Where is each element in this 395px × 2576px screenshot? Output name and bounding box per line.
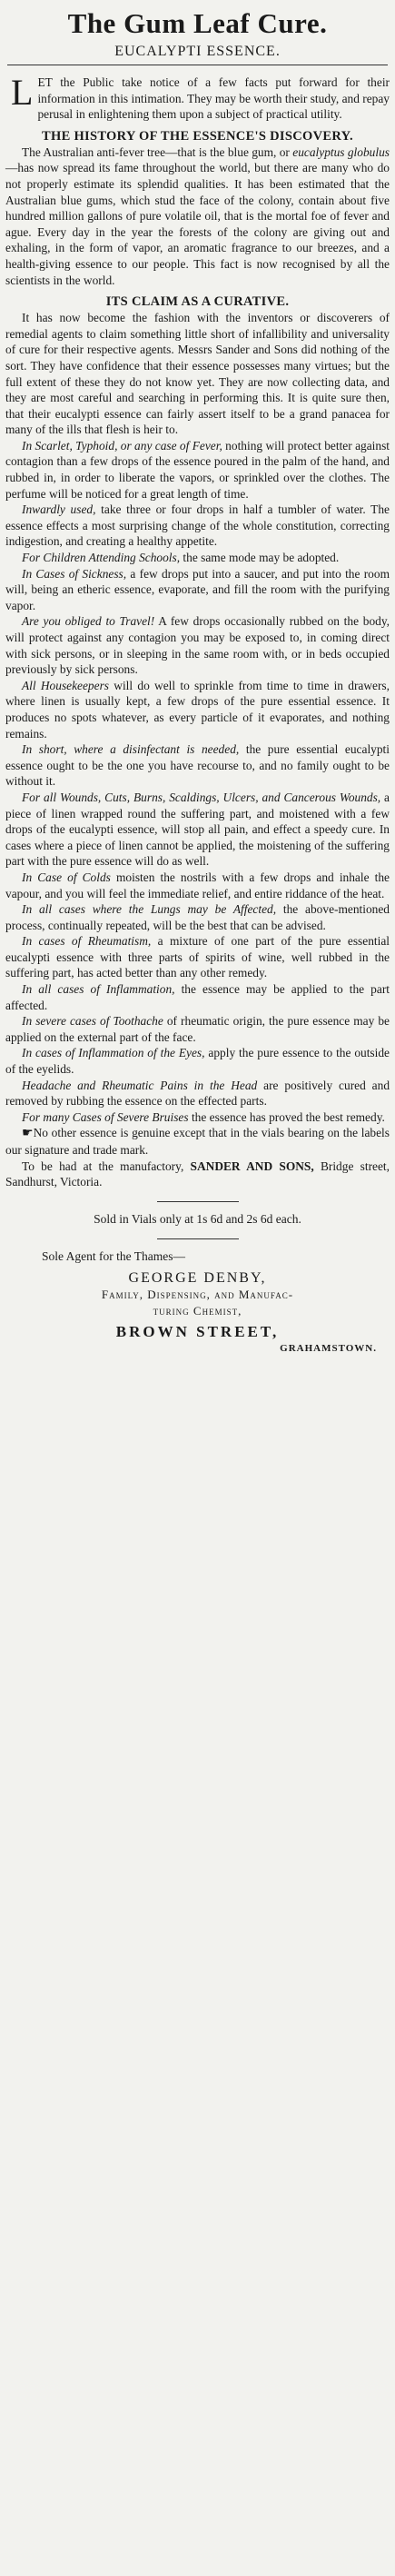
pointing-hand-icon: ☛ — [22, 1126, 34, 1141]
travel-paragraph — [5, 613, 390, 677]
inflammation-paragraph — [5, 981, 390, 1013]
manufactory-paragraph — [5, 1159, 390, 1190]
manufactory-name: SANDER AND SONS, — [190, 1159, 314, 1173]
intro-text: ET the Public take notice of a few facts put forward for their information in this intimation. They may be worth their study, and repay perusal in enlightening them upon a subject of practical utility. — [37, 75, 390, 122]
colds-em: In Case of Colds — [22, 870, 111, 884]
rheumatism-paragraph — [5, 933, 390, 981]
wounds-paragraph — [5, 790, 390, 870]
genuine-text: No other essence is genuine except that in the vials bearing on the labels our signature and trade mark. — [5, 1126, 390, 1157]
wounds-em: For all Wounds, Cuts, Burns, Scaldings, Ulcers, and Cancerous Wounds, — [22, 790, 381, 804]
inflammation-em: In all cases of Inflammation, — [22, 982, 175, 997]
agent-name: GEORGE DENBY, — [128, 1269, 267, 1286]
section-heading-claim: ITS CLAIM AS A CURATIVE. — [105, 294, 290, 310]
sickness-text: a few drops put into a saucer, and put into the room will, being an etheric essence, evaporate, and fill the room with the purifying vapor. — [5, 566, 390, 612]
colds-text: moisten the nostrils with a few drops and inhale the vapour, and you will feel the immediate relief, and entire riddance of the heat. — [5, 870, 390, 900]
bruises-text: the essence has proved the best remedy. — [188, 1109, 385, 1124]
claim-paragraph: It has now become the fashion with the inventors or discoverers of remedial agents to claim something little short of infallibility and universality of cure for their respective agents. Messrs Sander and Sons did nothing of the sort. They have confidence that their essence possesses many virtues; but the full extent of these they do not know yet. They are now collecting data, and they are most careful and searching in performing this. It is quite sure then, that their eucalypti essence can fairly assert itself to be a grand panacea for many of the ills that flesh is heir to. — [5, 311, 390, 437]
sickness-em: In Cases of Sickness, — [22, 566, 127, 581]
travel-em: Are you obliged to Travel! — [22, 614, 155, 629]
bruises-em: For many Cases of Severe Bruises — [22, 1109, 189, 1124]
inward-text: take three or four drops in half a tumbler of water. The essence effects a most surprising change of the whole constitution, correcting indigestion, and creating a healthy appetite. — [5, 502, 390, 549]
headache-paragraph — [5, 1078, 390, 1109]
rheumatism-text: a mixture of one part of the pure essential eucalypti essence with three parts of spirits of wine, well rubbed in the suffering part, has acted better than any other remedy. — [5, 934, 390, 980]
agent-label: Sole Agent for the Thames— — [42, 1248, 185, 1263]
toothache-paragraph — [5, 1013, 390, 1045]
history-text-em: eucalyptus globulus — [292, 144, 390, 159]
fever-text: nothing will protect better against contagion than a few drops of the essence poured in the palm of the hand, and rubbed in, in order to liberate the vapors, or sprinkled over the clothes. The perfume will be noticed for a great length of time. — [5, 438, 390, 501]
price-line: Sold in Vials only at 1s 6d and 2s 6d each. — [94, 1211, 301, 1226]
schools-paragraph — [5, 550, 390, 566]
short-divider — [157, 1201, 239, 1202]
schools-text: the same mode may be adopted. — [180, 551, 340, 565]
fever-em: In Scarlet, Typhoid, or any case of Fever, — [22, 438, 222, 453]
genuine-paragraph — [5, 1125, 390, 1158]
housekeepers-em: All Housekeepers — [22, 678, 109, 692]
travel-text: A few drops occasionally rubbed on the body, will protect against any contagion you may be exposed to, in coming direct with sick persons, or in sleeping in the same room with, or in beds occupied previously by sick persons. — [5, 614, 390, 677]
housekeepers-paragraph — [5, 678, 390, 741]
intro-paragraph — [5, 72, 390, 123]
headache-em: Headache and Rheumatic Pains in the Head — [22, 1078, 258, 1092]
eyes-text: apply the pure essence to the outside of the eyelids. — [5, 1046, 390, 1077]
toothache-text: of rheumatic origin, the pure essence may be applied on the external part of the face. — [5, 1014, 390, 1044]
rheumatism-em: In cases of Rheumatism, — [22, 934, 152, 949]
eyes-paragraph — [5, 1045, 390, 1077]
disinfectant-paragraph — [5, 741, 390, 790]
disinfectant-text: the pure essential eucalypti essence ought to be the one you have recourse to, and no family ought to be without it. — [5, 742, 390, 789]
page-title: The Gum Leaf Cure. — [67, 7, 328, 39]
drop-cap: L — [11, 72, 34, 113]
housekeepers-text: will do well to sprinkle from time to time in drawers, where linen is usually kept, a few drops of the pure essential essence. It produces no spots whatever, as every particle of it evaporates, and nothing remains. — [5, 678, 390, 741]
disinfectant-em: In short, where a disinfectant is needed, — [22, 742, 240, 757]
advertisement-column — [5, 0, 390, 1354]
history-text-a: The Australian anti-fever tree—that is the blue gum, or — [22, 144, 293, 159]
history-paragraph — [5, 144, 390, 288]
schools-em: For Children Attending Schools, — [22, 551, 181, 565]
colds-paragraph — [5, 870, 390, 901]
lungs-text: the above-mentioned process, continually repeated, will be the best that can be advised. — [5, 902, 390, 932]
sickness-paragraph — [5, 566, 390, 614]
history-text-b: —has now spread its fame throughout the world, but there are many who do not properly estimate its splendid qualities. It has been estimated that the Australian blue gums, which stud the face of the colony, contain about five hundred million gallons of pure volatile oil, that is the mortal foe of fever and ague. Every day in the year the forests of the colony are giving out and exhaling, in the form of vapor, an aromatic fragrance to our breezes, and a health-giving essence to our people. This fact is now recognised by all the scientists in the world. — [5, 161, 390, 287]
wounds-text: a piece of linen wrapped round the suffering part, and moistened with a few drops of the eucalypti essence, will stop all pain, and effect a speedy cure. In cases where a piece of linen cannot be applied, the moistening of the suffering part with the pure essence will do as well. — [5, 790, 390, 869]
lungs-em: In all cases where the Lungs may be Affected, — [22, 902, 277, 917]
fever-paragraph — [5, 438, 390, 502]
headache-text: are positively cured and removed by rubbing the essence on the effected parts. — [5, 1078, 390, 1109]
manufactory-text-a: To be had at the manufactory, — [22, 1159, 191, 1173]
agent-description-2: turing Chemist, — [153, 1303, 242, 1318]
bruises-paragraph — [5, 1109, 390, 1126]
short-divider-2 — [157, 1238, 239, 1239]
inward-em: Inwardly used, — [22, 502, 96, 517]
subtitle: EUCALYPTI ESSENCE. — [114, 44, 281, 59]
inflammation-text: the essence may be applied to the part affected. — [5, 982, 390, 1012]
inward-paragraph — [5, 502, 390, 550]
agent-town: GRAHAMSTOWN. — [280, 1342, 377, 1354]
toothache-em: In severe cases of Toothache — [22, 1014, 163, 1029]
section-heading-history: THE HISTORY OF THE ESSENCE'S DISCOVERY. — [42, 128, 353, 144]
eyes-em: In cases of Inflammation of the Eyes, — [22, 1046, 205, 1060]
agent-description-1: Family, Dispensing, and Manufac- — [101, 1287, 294, 1301]
manufactory-text-c: Bridge street, Sandhurst, Victoria. — [5, 1159, 390, 1189]
lungs-paragraph — [5, 901, 390, 933]
agent-street: BROWN STREET, — [115, 1322, 280, 1340]
